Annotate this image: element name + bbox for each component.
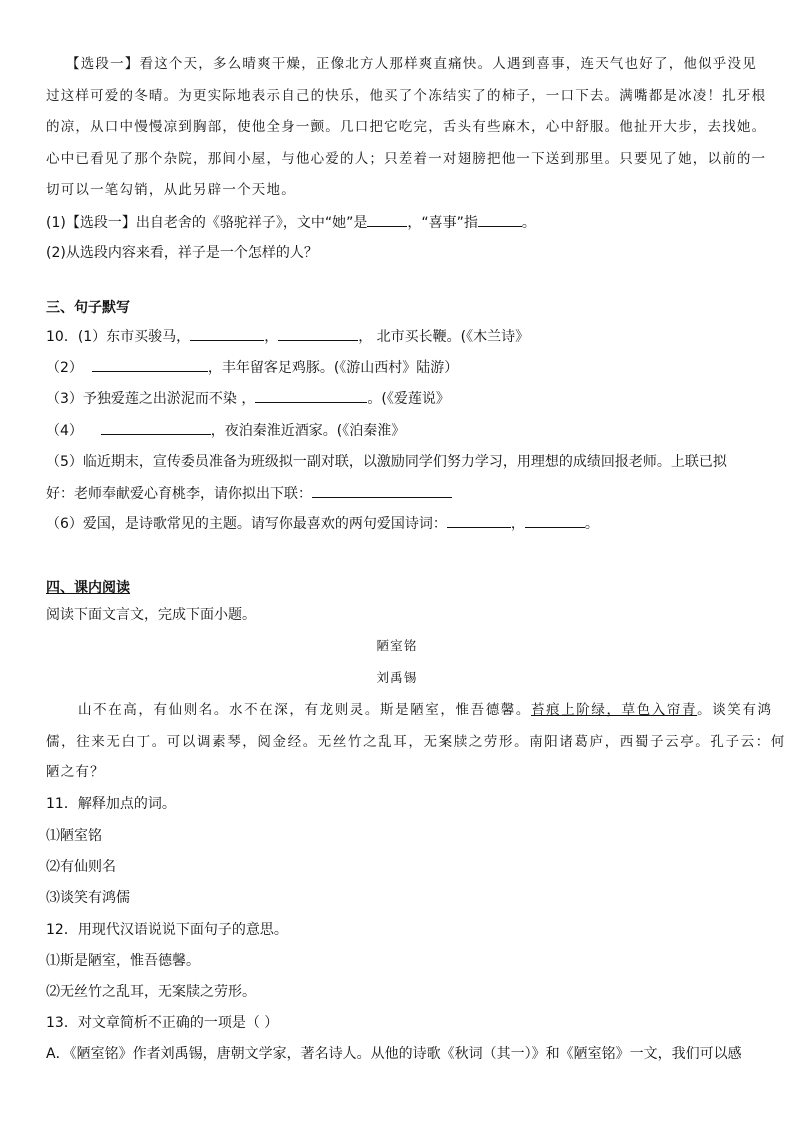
q10-1-sep: ， (264, 329, 279, 345)
q10-3-prefix: （3）予独爱莲之出淤泥而不染 ， (46, 391, 256, 407)
poem-line-1-underlined: 苔痕上阶绿，草色入帘青 (531, 702, 698, 718)
q10-4-prefix: （4） (46, 423, 83, 439)
section-4-intro: 阅读下面文言文，完成下面小题。 (46, 607, 256, 623)
question-10-4 (46, 420, 754, 441)
question-12: 12．用现代汉语说说下面句子的意思。 (46, 922, 288, 938)
answer-blank[interactable] (92, 357, 208, 372)
question-1-end: 。 (521, 215, 536, 231)
answer-blank[interactable] (525, 513, 585, 528)
question-10-1 (46, 326, 754, 347)
q10-2-prefix: （2） (46, 360, 83, 376)
question-10-6 (46, 513, 754, 534)
q10-1-prefix: 10．(1）东市买骏马， (46, 329, 191, 345)
passage1-line-5: 切可以一笔勾销，从此另辟一个天地。 (46, 182, 296, 198)
answer-blank[interactable] (447, 513, 511, 528)
q10-4-suffix: ，夜泊秦淮近酒家。(《泊秦淮》 (210, 423, 406, 439)
passage1-line-3: 的凉，从口中慢慢凉到胸部，使他全身一颤。几口把它吃完，舌头有些麻木，心中舒服。他扯开大步，去找她。 (46, 119, 767, 135)
answer-blank[interactable] (278, 326, 358, 341)
passage1-line-1: 【选段一】看这个天，多么晴爽干燥，正像北方人那样爽直痛快。人遇到喜事，连天气也好了，他似乎没见 (66, 56, 757, 72)
q10-2-suffix: ，丰年留客足鸡豚。(《游山西村》陆游） (207, 360, 459, 376)
question-10-5-line-1: （5）临近期末，宣传委员准备为班级拟一副对联，以激励同学们努力学习，用理想的成绩回报老师。上联已拟 (46, 454, 727, 470)
question-13-option-a: A．《陋室铭》作者刘禹锡，唐朝文学家，著名诗人。从他的诗歌《秋词（其一）》和《陋室铭》一文，我们可以感 (46, 1046, 742, 1062)
question-10-2 (46, 357, 754, 378)
q10-1-suffix: ， 北市买长鞭。(《木兰诗》 (358, 329, 530, 345)
poem-title: 陋室铭 (376, 638, 418, 653)
question-13: 13．对文章简析不正确的一项是（ ） (46, 1015, 279, 1031)
poem-line-2: 儒，往来无白丁。可以调素琴，阅金经。无丝竹之乱耳，无案牍之劳形。南阳诸葛庐，西蜀子云亭。孔子云：何 (46, 734, 786, 750)
question-11-1: ⑴陋室铭 (46, 828, 102, 844)
q10-6-prefix: （6）爱国，是诗歌常见的主题。请写你最喜欢的两句爱国诗词： (46, 516, 447, 532)
answer-blank[interactable] (190, 326, 264, 341)
question-11-3: ⑶谈笑有鸿儒 (46, 890, 130, 906)
q10-6-end: 。 (584, 516, 599, 532)
poem-author: 刘禹锡 (376, 670, 418, 685)
question-10-3 (46, 388, 754, 409)
answer-blank[interactable] (478, 212, 522, 227)
question-11: 11．解释加点的词。 (46, 796, 176, 812)
q10-6-sep: ， (510, 516, 525, 532)
question-2: (2)从选段内容来看，祥子是一个怎样的人？ (46, 245, 318, 261)
passage1-line-2: 过这样可爱的冬晴。为更实际地表示自己的快乐，他买了个冻结实了的柿子，一口下去。满嘴都是冰凌！扎牙根 (46, 88, 767, 104)
question-1 (46, 212, 754, 233)
q10-5-prefix: 好：老师奉献爱心育桃李，请你拟出下联： (46, 486, 312, 502)
q10-3-suffix: 。(《爱莲说》 (367, 391, 450, 407)
passage1-line-4: 心中已看见了那个杂院，那间小屋，与他心爱的人；只差着一对翅膀把他一下送到那里。只要见了她，以前的一 (46, 151, 767, 167)
answer-blank[interactable] (312, 483, 452, 498)
question-12-2: ⑵无丝竹之乱耳，无案牍之劳形。 (46, 984, 256, 1000)
poem-line-1-a: 山不在高，有仙则名。水不在深，有龙则灵。斯是陋室，惟吾德馨。 (78, 702, 531, 718)
answer-blank[interactable] (101, 420, 211, 435)
poem-line-3: 陋之有？ (46, 764, 105, 780)
poem-line-1-b: 。谈笑有鸿 (697, 702, 773, 718)
question-1-prefix: (1)【选段一】出自老舍的《骆驼祥子》，文中“她”是 (46, 215, 368, 231)
question-12-1: ⑴斯是陋室，惟吾德馨。 (46, 953, 200, 969)
question-1-mid: ，“喜事”指 (407, 215, 478, 231)
answer-blank[interactable] (367, 212, 407, 227)
question-10-5-line-2 (46, 483, 754, 504)
section-4-title: 四、课内阅读 (46, 580, 130, 596)
section-3-title: 三、句子默写 (46, 300, 130, 316)
question-11-2: ⑵有仙则名 (46, 859, 116, 875)
answer-blank[interactable] (255, 388, 367, 403)
poem-line-1 (78, 700, 773, 720)
